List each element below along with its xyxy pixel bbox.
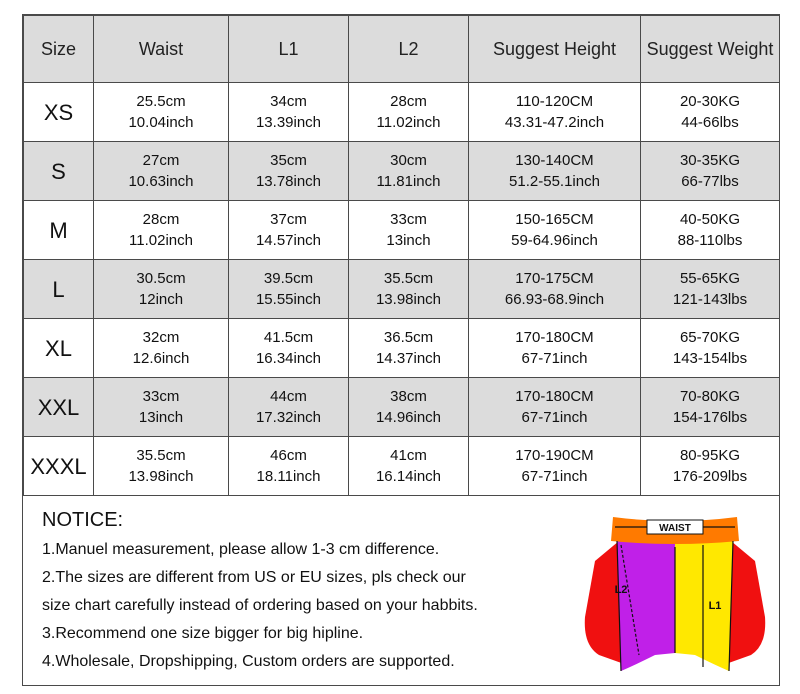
size-cell: XS <box>24 83 94 142</box>
l2-metric: 30cm <box>390 152 427 169</box>
waist-metric: 30.5cm <box>136 270 186 287</box>
l2-cell <box>349 378 469 437</box>
waist-metric: 27cm <box>142 152 180 169</box>
l1-metric: 39.5cm <box>263 270 314 287</box>
l2-cell <box>349 142 469 201</box>
l1-cell <box>229 437 349 496</box>
weight-imperial: 154-176lbs <box>672 409 748 426</box>
weight-metric: 40-50KG <box>679 211 741 228</box>
l1-imperial: 13.78inch <box>255 173 322 190</box>
header-height: Suggest Height <box>469 16 641 83</box>
size-cell: XXXL <box>24 437 94 496</box>
height-cell <box>469 437 641 496</box>
waist-imperial: 10.63inch <box>128 173 194 190</box>
table-row <box>24 378 780 437</box>
l1-cell <box>229 319 349 378</box>
notice-line-2: 2.The sizes are different from US or EU sizes, pls check our <box>42 569 466 586</box>
weight-cell <box>641 83 780 142</box>
l2-imperial: 11.81inch <box>376 173 441 190</box>
height-cell <box>469 201 641 260</box>
waist-cell <box>94 319 229 378</box>
waist-imperial: 10.04inch <box>128 114 194 131</box>
l2-metric: 35.5cm <box>383 270 434 287</box>
l1-imperial: 15.55inch <box>255 291 322 308</box>
l1-imperial: 16.34inch <box>255 350 322 367</box>
waist-imperial: 13inch <box>138 409 184 426</box>
height-metric: 170-180CM <box>515 388 594 405</box>
l2-cell <box>349 83 469 142</box>
height-metric: 170-190CM <box>515 447 594 464</box>
waist-metric: 28cm <box>142 211 180 228</box>
weight-imperial: 44-66lbs <box>681 114 739 131</box>
l1-cell <box>229 142 349 201</box>
waist-imperial: 11.02inch <box>129 232 193 249</box>
weight-cell <box>641 319 780 378</box>
waist-cell <box>94 378 229 437</box>
height-metric: 170-175CM <box>515 270 594 287</box>
waist-metric: 32cm <box>142 329 180 346</box>
l2-imperial: 11.02inch <box>376 114 441 131</box>
l1-metric: 46cm <box>270 447 307 464</box>
height-imperial: 43.31-47.2inch <box>504 114 605 131</box>
height-cell <box>469 319 641 378</box>
l2-cell <box>349 319 469 378</box>
l1-imperial: 14.57inch <box>255 232 322 249</box>
l1-label: L1 <box>708 600 722 612</box>
l2-imperial: 13.98inch <box>375 291 442 308</box>
size-cell: XL <box>24 319 94 378</box>
l2-metric: 28cm <box>390 93 427 110</box>
height-metric: 150-165CM <box>515 211 594 228</box>
l2-metric: 38cm <box>390 388 427 405</box>
l2-imperial: 16.14inch <box>375 468 442 485</box>
l1-metric: 44cm <box>270 388 307 405</box>
waist-metric: 33cm <box>142 388 180 405</box>
waist-metric: 35.5cm <box>136 447 186 464</box>
l1-imperial: 17.32inch <box>255 409 322 426</box>
l1-cell <box>229 83 349 142</box>
header-waist: Waist <box>94 16 229 83</box>
weight-metric: 30-35KG <box>679 152 741 169</box>
waist-cell <box>94 201 229 260</box>
weight-imperial: 88-110lbs <box>677 232 743 249</box>
weight-cell <box>641 437 780 496</box>
size-table <box>23 15 780 496</box>
l1-cell <box>229 260 349 319</box>
size-chart <box>22 14 780 686</box>
shorts-measurement-diagram <box>575 505 775 683</box>
height-metric: 130-140CM <box>515 152 594 169</box>
table-row <box>24 83 780 142</box>
left-leg-panel <box>614 535 675 671</box>
table-row <box>24 437 780 496</box>
height-cell <box>469 83 641 142</box>
weight-cell <box>641 201 780 260</box>
size-cell: XXL <box>24 378 94 437</box>
weight-imperial: 143-154lbs <box>672 350 748 367</box>
l2-metric: 36.5cm <box>383 329 434 346</box>
height-metric: 110-120CM <box>515 93 594 110</box>
weight-imperial: 66-77lbs <box>681 173 739 190</box>
height-metric: 170-180CM <box>515 329 594 346</box>
l2-cell <box>349 201 469 260</box>
waist-metric: 25.5cm <box>136 93 186 110</box>
height-imperial: 51.2-55.1inch <box>509 173 600 190</box>
size-cell: L <box>24 260 94 319</box>
weight-metric: 65-70KG <box>679 329 741 346</box>
table-row <box>24 142 780 201</box>
table-row <box>24 319 780 378</box>
header-size: Size <box>24 16 94 83</box>
l2-imperial: 14.96inch <box>375 409 442 426</box>
l1-cell <box>229 378 349 437</box>
weight-cell <box>641 260 780 319</box>
l2-label: L2 <box>614 584 628 596</box>
waist-imperial: 12.6inch <box>132 350 190 367</box>
l1-metric: 37cm <box>270 211 307 228</box>
height-cell <box>469 260 641 319</box>
l1-cell <box>229 201 349 260</box>
waist-cell <box>94 142 229 201</box>
waist-cell <box>94 83 229 142</box>
weight-cell <box>641 378 780 437</box>
l1-imperial: 18.11inch <box>256 468 321 485</box>
notice-line-1: 1.Manuel measurement, please allow 1-3 cm difference. <box>42 541 440 558</box>
table-row <box>24 260 780 319</box>
size-cell: S <box>24 142 94 201</box>
weight-metric: 20-30KG <box>679 93 741 110</box>
notice-line-3: 3.Recommend one size bigger for big hipline. <box>42 625 364 642</box>
waist-label: WAIST <box>659 523 691 534</box>
right-leg-panel <box>675 535 733 671</box>
l2-imperial: 13inch <box>386 232 431 249</box>
waist-imperial: 12inch <box>138 291 184 308</box>
l2-imperial: 14.37inch <box>375 350 442 367</box>
waist-cell <box>94 260 229 319</box>
waist-imperial: 13.98inch <box>128 468 194 485</box>
height-cell <box>469 142 641 201</box>
l1-metric: 34cm <box>270 93 307 110</box>
notice-line-2-continued: size chart carefully instead of ordering based on your habbits. <box>42 597 478 614</box>
weight-metric: 55-65KG <box>679 270 741 287</box>
weight-metric: 80-95KG <box>679 447 741 464</box>
notice-line-4: 4.Wholesale, Dropshipping, Custom orders are supported. <box>42 653 455 670</box>
l2-metric: 41cm <box>390 447 427 464</box>
l1-imperial: 13.39inch <box>255 114 322 131</box>
weight-cell <box>641 142 780 201</box>
notice-title: NOTICE: <box>42 509 124 531</box>
height-imperial: 66.93-68.9inch <box>504 291 605 308</box>
waist-cell <box>94 437 229 496</box>
weight-imperial: 176-209lbs <box>672 468 748 485</box>
l2-cell <box>349 437 469 496</box>
height-imperial: 59-64.96inch <box>511 232 598 249</box>
height-imperial: 67-71inch <box>521 468 588 485</box>
height-imperial: 67-71inch <box>521 409 588 426</box>
header-l1: L1 <box>229 16 349 83</box>
l2-cell <box>349 260 469 319</box>
l1-metric: 35cm <box>270 152 307 169</box>
table-header-row <box>24 16 780 83</box>
header-l2: L2 <box>349 16 469 83</box>
weight-metric: 70-80KG <box>679 388 741 405</box>
weight-imperial: 121-143lbs <box>672 291 748 308</box>
height-cell <box>469 378 641 437</box>
l1-metric: 41.5cm <box>263 329 314 346</box>
l2-metric: 33cm <box>390 211 427 228</box>
table-row <box>24 201 780 260</box>
height-imperial: 67-71inch <box>521 350 588 367</box>
size-cell: M <box>24 201 94 260</box>
header-weight: Suggest Weight <box>641 16 780 83</box>
